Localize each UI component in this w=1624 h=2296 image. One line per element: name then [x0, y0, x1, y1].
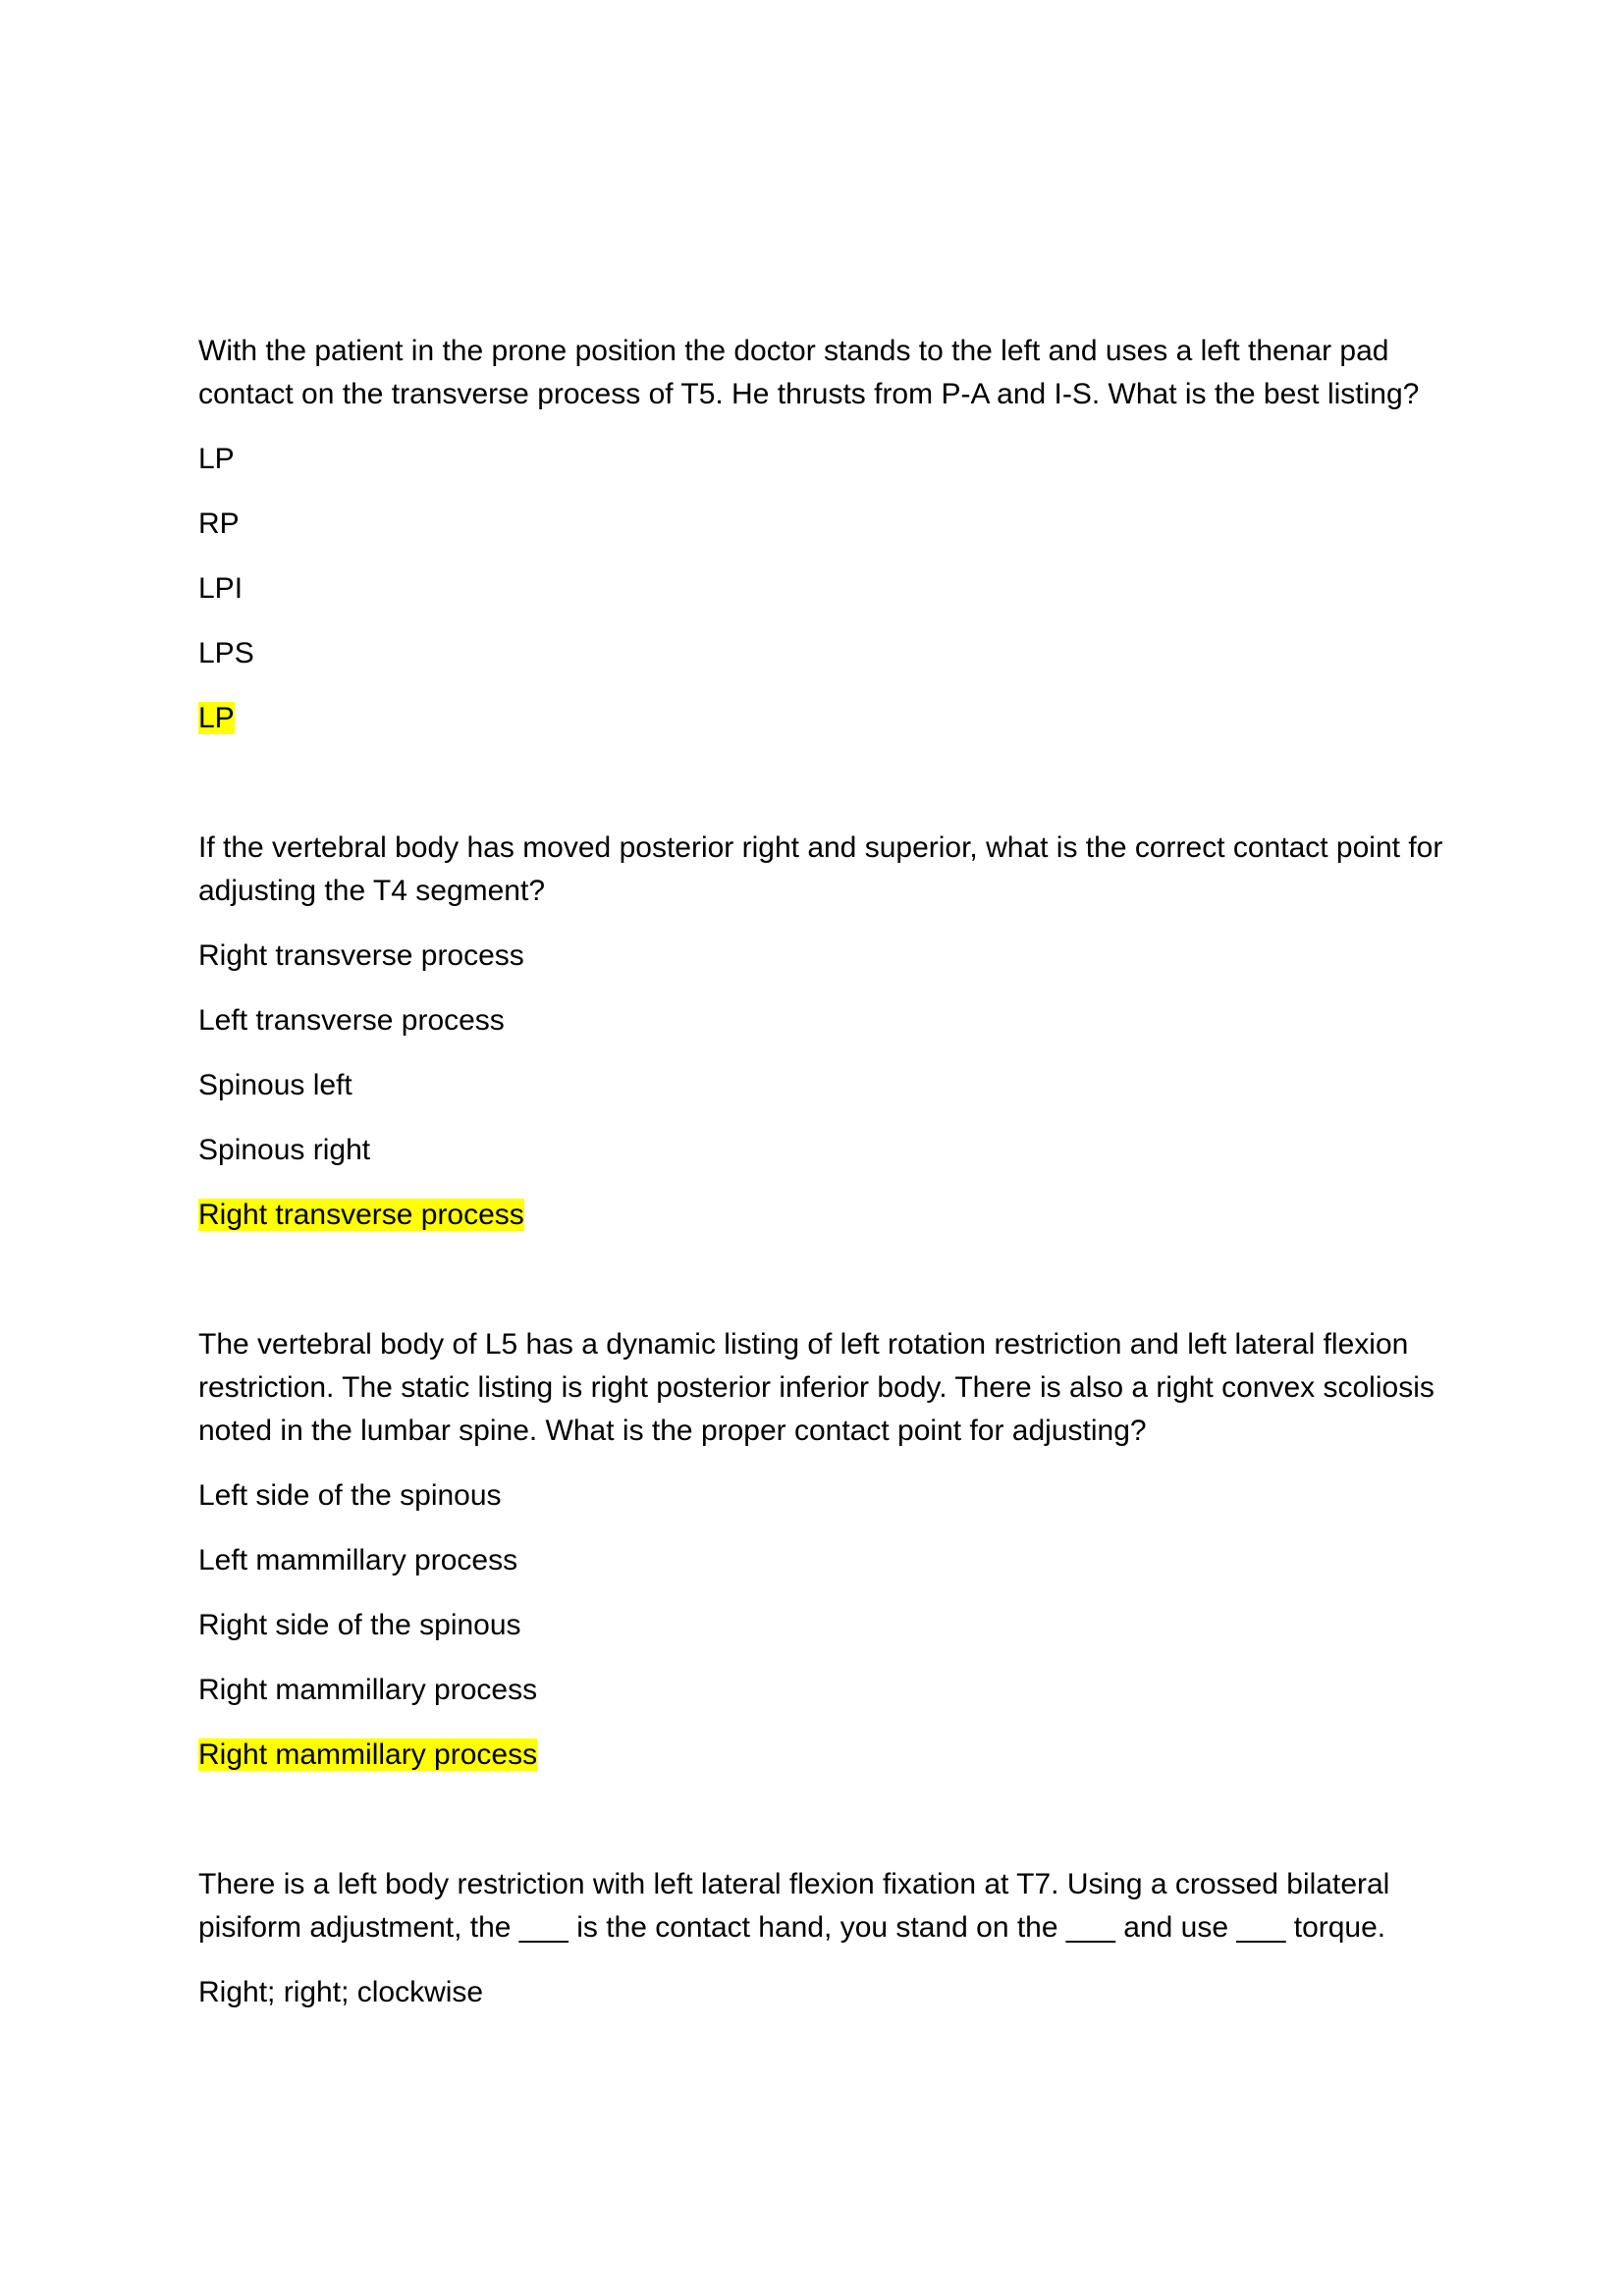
- question-text: If the vertebral body has moved posterior right and superior, what is the correct contact point for adjusting the T4 segment?: [198, 831, 1443, 907]
- answer-option: Spinous right: [198, 1134, 371, 1166]
- answer-option: Spinous left: [198, 1069, 352, 1101]
- answer-option: Right mammillary process: [198, 1674, 538, 1706]
- question-block-2: [198, 827, 1445, 1237]
- spacer: [198, 1237, 1445, 1323]
- question-text: There is a left body restriction with left lateral flexion fixation at T7. Using a crossed bilateral pisiform adjustment, the ___ is the contact hand, you stand on the ___ and use ___ torque.: [198, 1868, 1390, 1944]
- answer-option: LPI: [198, 572, 244, 605]
- question-text: The vertebral body of L5 has a dynamic listing of left rotation restriction and left lateral flexion restriction. The static listing is right posterior inferior body. There is also a right convex scoliosis noted in the lumbar spine. What is the proper contact point for adjusting?: [198, 1328, 1435, 1447]
- answer-option: Left side of the spinous: [198, 1479, 502, 1512]
- document-page: [198, 330, 1445, 2036]
- answer-option: LP: [198, 443, 235, 475]
- highlighted-answer-text: Right mammillary process: [198, 1738, 538, 1771]
- highlighted-answer-text: LP: [198, 702, 235, 734]
- highlighted-answer: [198, 697, 1445, 740]
- answer-option: Right; right; clockwise: [198, 1976, 484, 2008]
- highlighted-answer: [198, 1194, 1445, 1237]
- question-block-4: [198, 1863, 1445, 2014]
- highlighted-answer: [198, 1734, 1445, 1777]
- spacer: [198, 1777, 1445, 1863]
- question-block-3: [198, 1323, 1445, 1777]
- question-block-1: [198, 330, 1445, 740]
- answer-option: Right side of the spinous: [198, 1609, 521, 1641]
- question-text: With the patient in the prone position the doctor stands to the left and uses a left thenar pad contact on the transverse process of T5. He thrusts from P-A and I-S. What is the best listing?: [198, 335, 1420, 410]
- answer-option: LPS: [198, 637, 254, 669]
- spacer: [198, 740, 1445, 827]
- answer-option: RP: [198, 507, 240, 540]
- answer-option: Left mammillary process: [198, 1544, 518, 1576]
- answer-option: Right transverse process: [198, 939, 524, 972]
- answer-option: Left transverse process: [198, 1004, 505, 1037]
- highlighted-answer-text: Right transverse process: [198, 1199, 524, 1231]
